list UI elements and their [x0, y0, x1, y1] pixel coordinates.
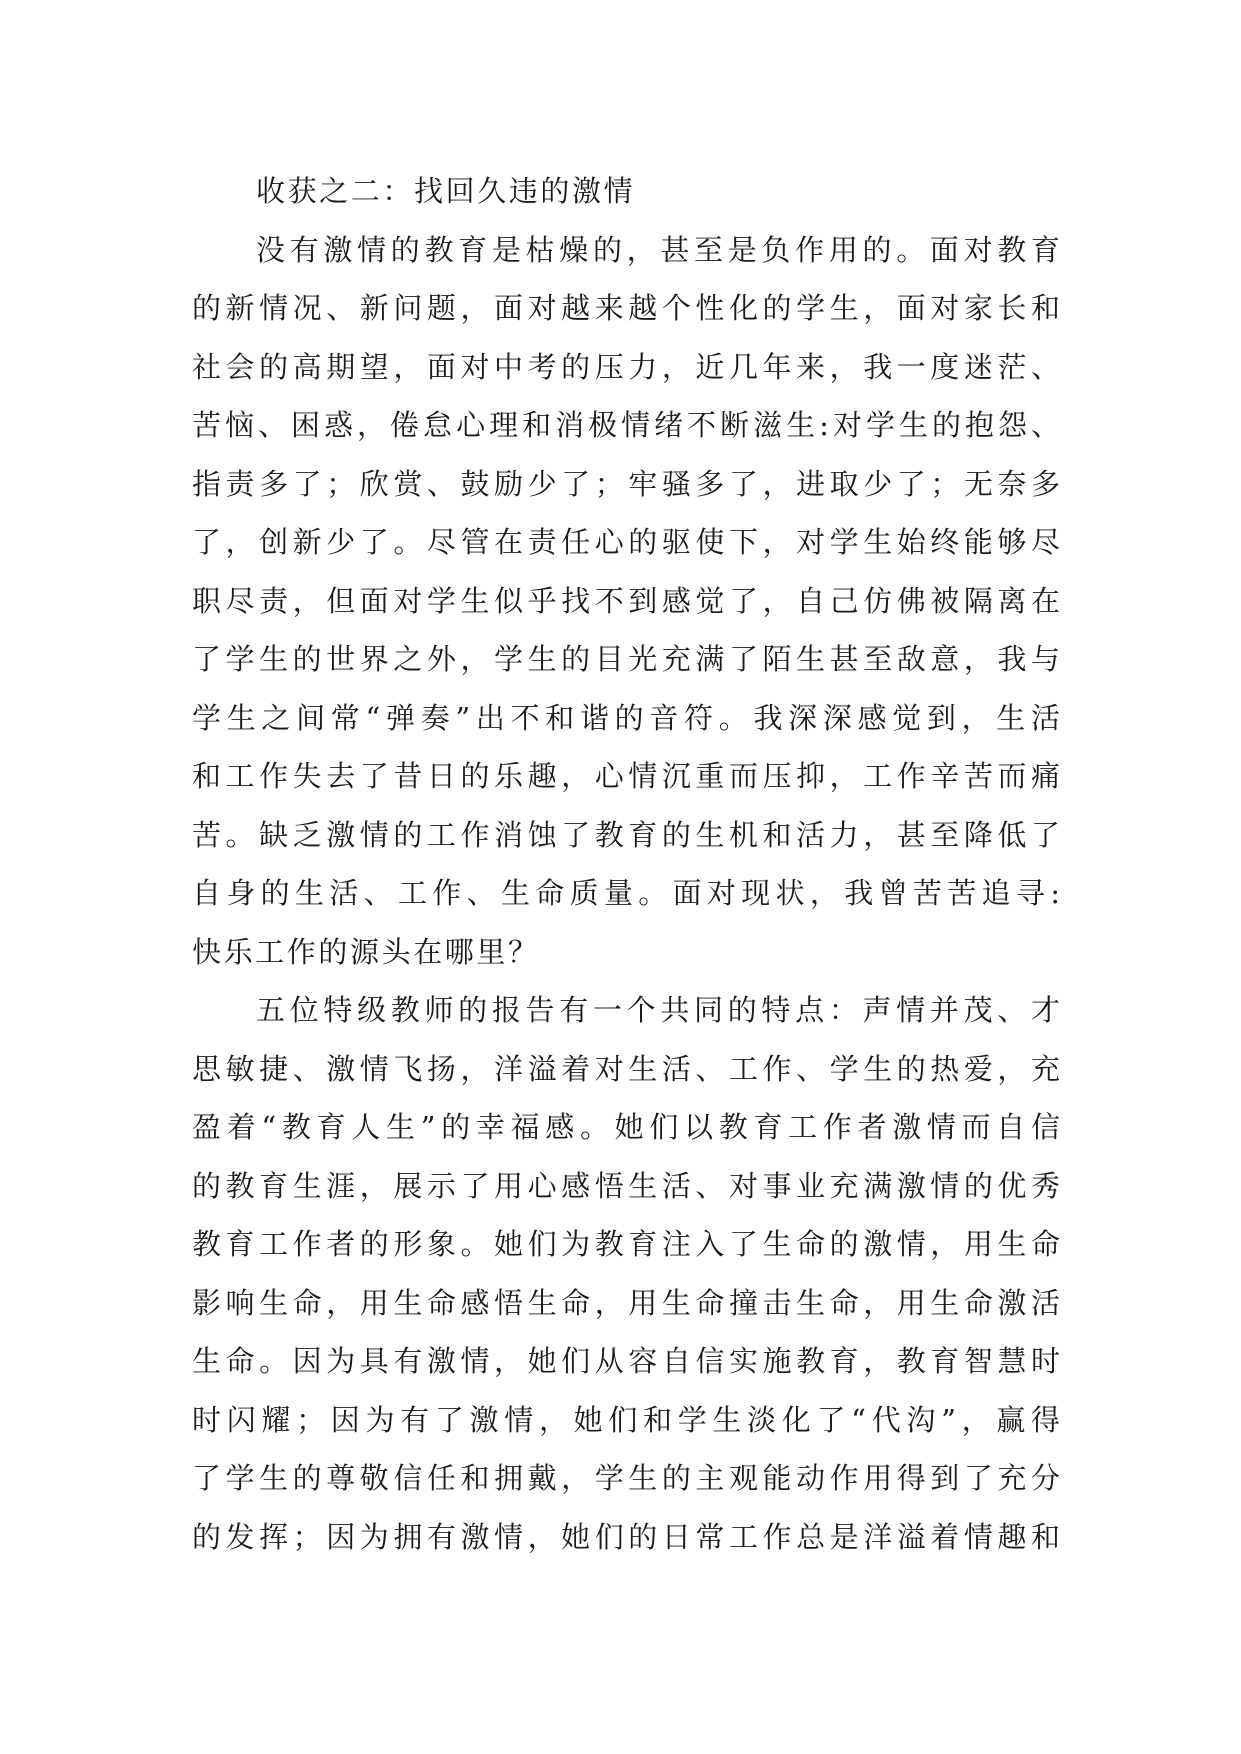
paragraph-2 — [192, 981, 1060, 1566]
paragraph-line: 自身的生活、工作、生命质量。面对现状，我曾苦苦追寻: — [192, 876, 1060, 910]
paragraph-line: 影响生命，用生命感悟生命，用生命撞击生命，用生命激活 — [192, 1285, 1060, 1320]
paragraph-line: 了学生的尊敬信任和拥戴，学生的主观能动作用得到了充分 — [192, 1461, 1060, 1495]
paragraph-line: 时闪耀；因为有了激情，她们和学生淡化了“代沟”，赢得 — [192, 1402, 1060, 1437]
paragraph-line: 指责多了；欣赏、鼓励少了；牢骚多了，进取少了；无奈多 — [192, 466, 1060, 501]
paragraph-line: 的发挥；因为拥有激情，她们的日常工作总是洋溢着情趣和 — [192, 1519, 1060, 1554]
section-heading: 收获之二：找回久违的激情 — [256, 174, 636, 208]
paragraph-line: 没有激情的教育是枯燥的，甚至是负作用的。面对教育 — [256, 232, 1060, 267]
paragraph-line: 的新情况、新问题，面对越来越个性化的学生，面对家长和 — [192, 291, 1060, 325]
paragraph-line: 社会的高期望，面对中考的压力，近几年来，我一度迷茫、 — [192, 349, 1060, 384]
paragraph-line: 职尽责，但面对学生似乎找不到感觉了，自己仿佛被隔离在 — [192, 583, 1060, 618]
paragraph-line: 了学生的世界之外，学生的目光充满了陌生甚至敌意，我与 — [192, 642, 1060, 676]
document-body — [192, 162, 1060, 1566]
paragraph-line: 思敏捷、激情飞扬，洋溢着对生活、工作、学生的热爱，充 — [192, 1051, 1060, 1086]
paragraph-line: 五位特级教师的报告有一个共同的特点：声情并茂、才 — [256, 993, 1060, 1027]
paragraph-line: 了，创新少了。尽管在责任心的驱使下，对学生始终能够尽 — [192, 525, 1060, 559]
paragraph-line: 生命。因为具有激情，她们从容自信实施教育，教育智慧时 — [192, 1344, 1060, 1378]
paragraph-line: 盈着“教育人生”的幸福感。她们以教育工作者激情而自信 — [192, 1110, 1060, 1144]
paragraph-line: 苦恼、困惑，倦怠心理和消极情绪不断滋生:对学生的抱怨、 — [192, 408, 1060, 442]
paragraph-line: 学生之间常“弹奏”出不和谐的音符。我深深感觉到，生活 — [192, 700, 1060, 735]
paragraph-line: 快乐工作的源头在哪里？ — [192, 934, 540, 969]
paragraph-line: 教育工作者的形象。她们为教育注入了生命的激情，用生命 — [192, 1227, 1060, 1261]
paragraph-line: 和工作失去了昔日的乐趣，心情沉重而压抑，工作辛苦而痛 — [192, 759, 1060, 793]
paragraph-line: 的教育生涯，展示了用心感悟生活、对事业充满激情的优秀 — [192, 1168, 1060, 1203]
paragraph-line: 苦。缺乏激情的工作消蚀了教育的生机和活力，甚至降低了 — [192, 817, 1060, 852]
paragraph-1 — [192, 221, 1060, 982]
